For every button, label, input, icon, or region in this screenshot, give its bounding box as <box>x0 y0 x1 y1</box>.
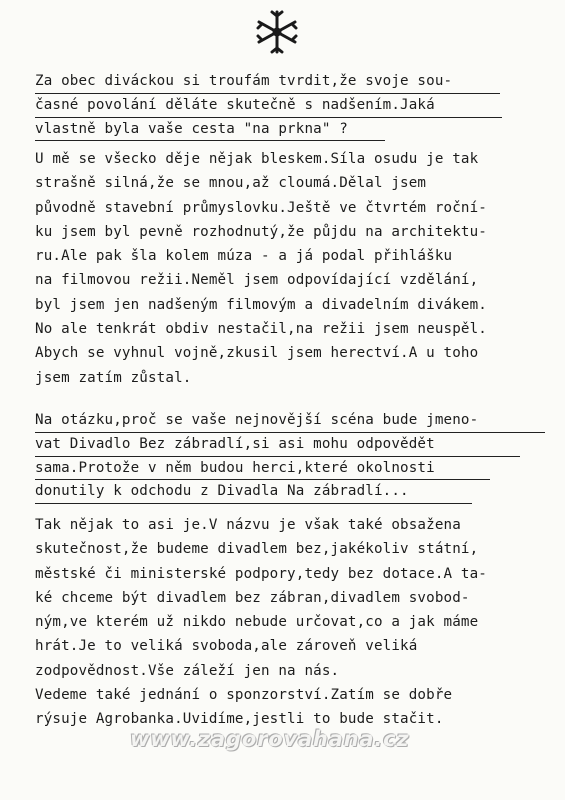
answer-2-line: zodpovědnost.Vše záleží jen na nás. <box>35 662 340 679</box>
answer-1-line: No ale tenkrát obdiv nestačil,na režii jsem neuspěl. <box>35 321 487 338</box>
answer-1-line: U mě se všecko děje nějak bleskem.Síla osudu je tak <box>35 151 479 167</box>
answer-2 <box>35 513 555 732</box>
answer-2-line: Vedeme také jednání o sponzorství.Zatím se dobře <box>35 687 453 704</box>
question-2-line: vat Divadlo Bez zábradlí,si asi mohu odpovědět <box>35 433 520 457</box>
answer-2-line: městské či ministerské podpory,tedy bez dotace.A ta- <box>35 565 487 582</box>
question-2 <box>35 409 555 504</box>
snowflake-icon <box>253 8 301 56</box>
answer-1-line: byl jsem jen nadšeným filmovým a divadelním divákem. <box>35 296 487 313</box>
answer-2-line: hrát.Je to veliká svoboda,ale zároveň veliká <box>35 638 418 655</box>
answer-2-line: ným,ve kterém už nikdo nebude určovat,co a jak máme <box>35 614 479 631</box>
answer-1-line: jsem zatím zůstal. <box>35 369 192 386</box>
question-1-line: Za obec diváckou si troufám tvrdit,že svoje sou- <box>35 70 500 94</box>
answer-1-line: Abych se vyhnul vojně,zkusil jsem herectví.A u toho <box>35 345 479 362</box>
question-1-line: vlastně byla vaše cesta "na prkna" ? <box>35 118 385 142</box>
answer-2-line: rýsuje Agrobanka.Uvidíme,jestli to bude stačit. <box>35 711 444 728</box>
answer-2-line: skutečnost,že budeme divadlem bez,jakékoliv státní, <box>35 541 479 558</box>
answer-1-line: strašně silná,že se mnou,až cloumá.Dělal jsem <box>35 175 427 192</box>
answer-1 <box>35 147 555 390</box>
answer-1-line: ku jsem byl pevně rozhodnutý,že půjdu na architektu- <box>35 223 487 240</box>
answer-2-line: Tak nějak to asi je.V názvu je však také obsažena <box>35 517 461 533</box>
question-1-line: časné povolání děláte skutečně s nadšením.Jaká <box>35 94 502 118</box>
answer-1-line: na filmovou režii.Neměl jsem odpovídající vzdělání, <box>35 272 479 289</box>
question-2-line: sama.Protože v něm budou herci,které okolnosti <box>35 457 490 481</box>
answer-2-line: ké chceme být divadlem bez zábran,divadlem svobod- <box>35 589 470 606</box>
answer-1-line: ru.Ale pak šla kolem múza - a já podal přihlášku <box>35 248 453 265</box>
question-2-line: Na otázku,proč se vaše nejnovější scéna bude jmeno- <box>35 409 545 433</box>
question-1 <box>35 70 555 141</box>
question-2-line: donutily k odchodu z Divadla Na zábradlí... <box>35 480 472 504</box>
watermark-url: www.zagorovahana.cz <box>130 727 410 751</box>
answer-1-line: původně stavební průmyslovku.Ještě ve čtvrtém roční- <box>35 199 487 216</box>
